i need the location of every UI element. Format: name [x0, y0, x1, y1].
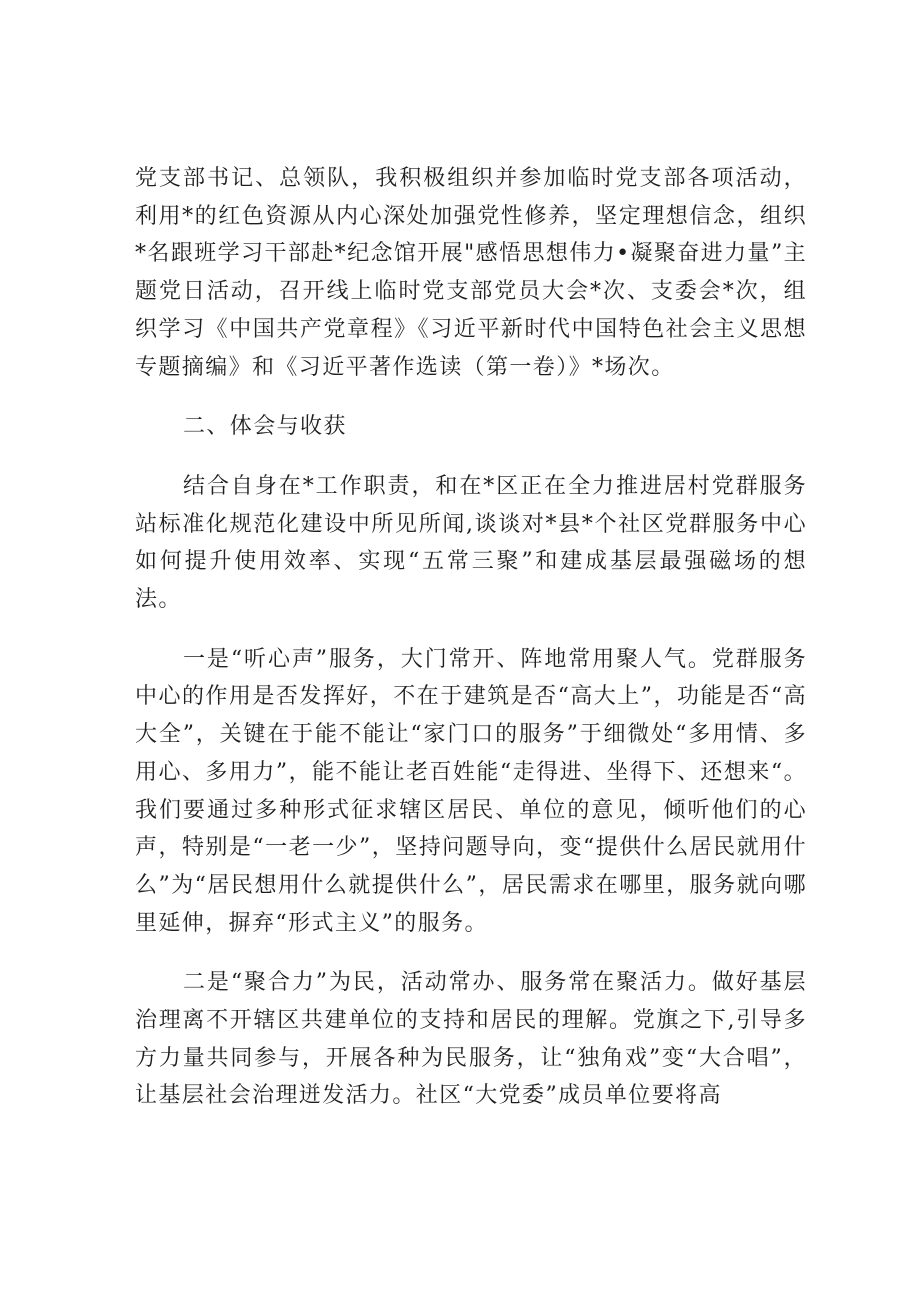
paragraph-point-two: 二是“聚合力”为民，活动常办、服务常在聚活力。做好基层治理离不开辖区共建单位的支持和居民的理解。党旗之下,引导多方力量共同参与，开展各种为民服务，让“独角戏”变“大合唱”，让基层社会治理迸发活力。社区“大党委”成员单位要将高	[135, 970, 807, 1109]
document-body	[135, 160, 807, 1115]
paragraph-activities: 党支部书记、总领队，我积极组织并参加临时党支部各项活动，利用*的红色资源从内心深处加强党性修养，坚定理想信念，组织*名跟班学习干部赴*纪念馆开展"感悟思想伟力•凝聚奋进力量”主题党日活动，召开线上临时党支部党员大会*次、支委会*次，组织学习《中国共产党章程》《习近平新时代中国特色社会主义思想专题摘编》和《习近平著作选读（第一卷）》*场次。	[135, 166, 807, 380]
paragraph-intro: 结合自身在*工作职责，和在*区正在全力推进居村党群服务站标准化规范化建设中所见所闻,谈谈对*县*个社区党群服务中心如何提升使用效率、实现“五常三聚”和建成基层最强磁场的想法。	[135, 473, 807, 613]
section-heading-experience: 二、体会与收获	[183, 414, 347, 440]
paragraph-point-one: 一是“听心声”服务，大门常开、阵地常用聚人气。党群服务中心的作用是否发挥好，不在于建筑是否“高大上”，功能是否“高大全”，关键在于能不能让“家门口的服务”于细微处“多用情、多用心、多用力”，能不能让老百姓能“走得进、坐得下、还想来“。我们要通过多种形式征求辖区居民、单位的意见，倾听他们的心声，特别是“一老一少”，坚持问题导向，变“提供什么居民就用什么”为“居民想用什么就提供什么”，居民需求在哪里，服务就向哪里延伸，摒弃“形式主义”的服务。	[135, 646, 807, 936]
